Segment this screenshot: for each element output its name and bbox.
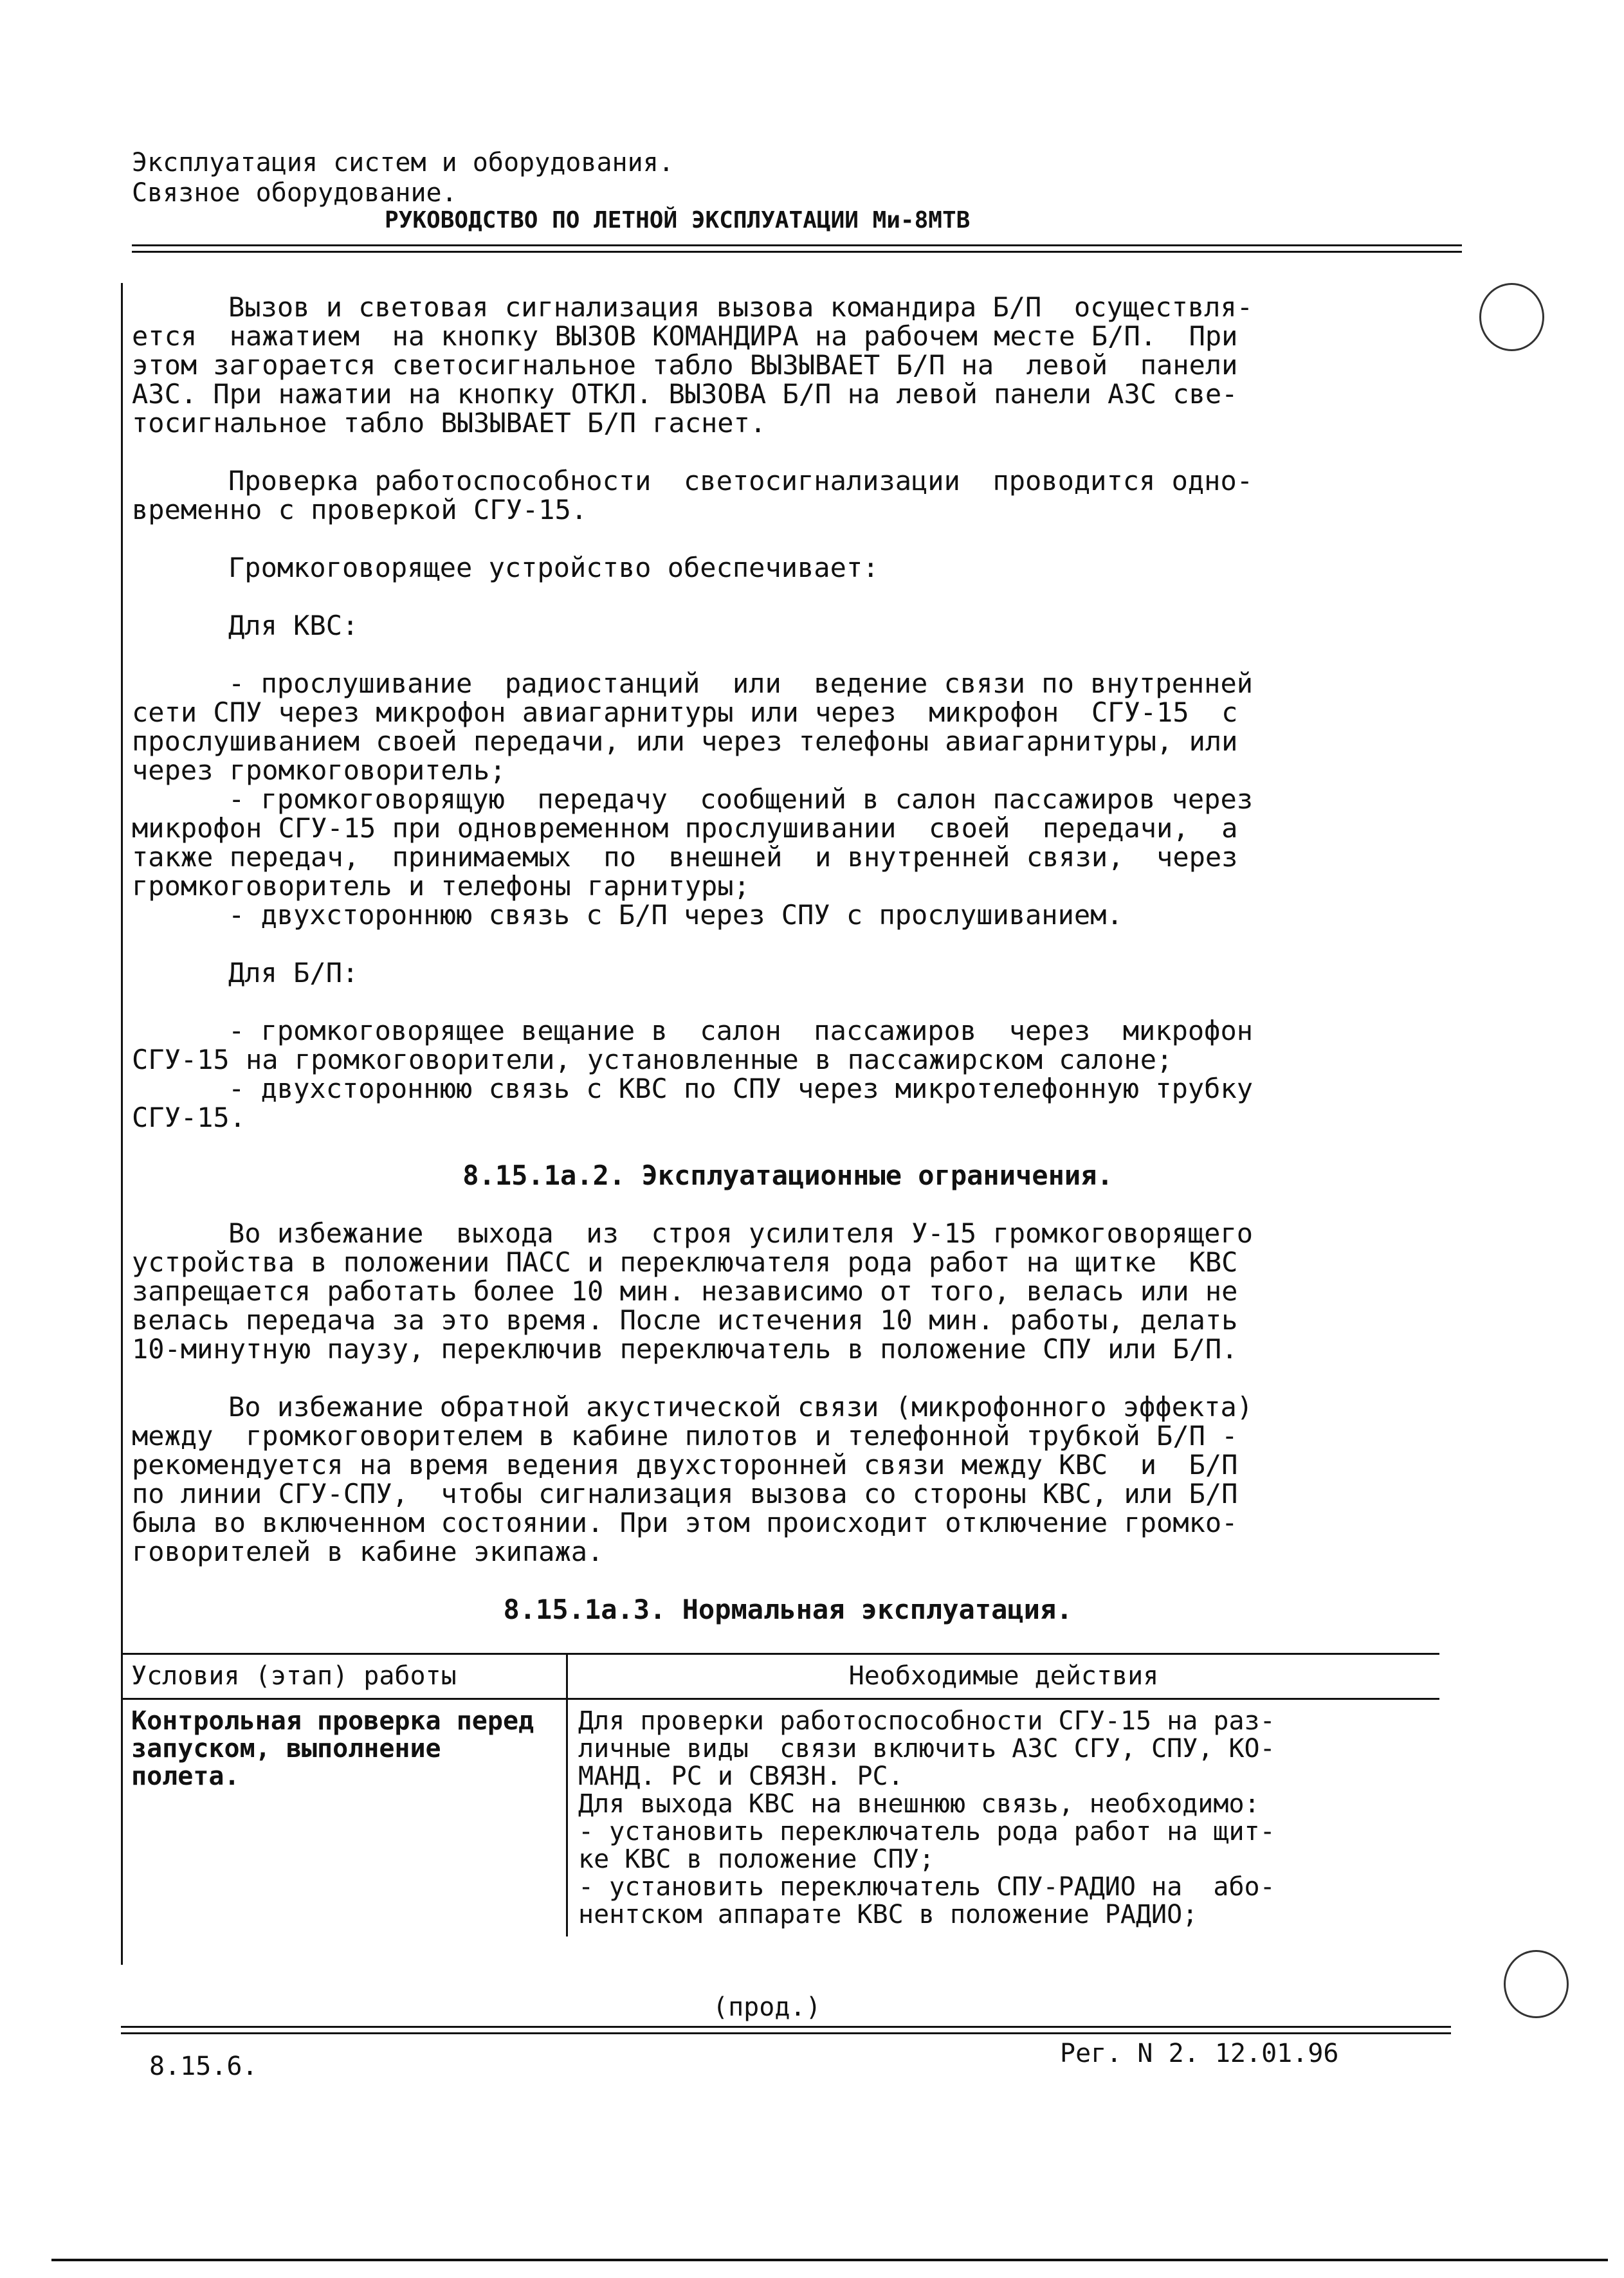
paragraph: Для КВС: [228,610,359,641]
paragraph: Во избежание обратной акустической связи (микрофонного эффекта) между громкоговорителем в кабине пилотов и телефонной трубкой Б/П - рекомендуется на время ведения двухсторонней связи между КВС и Б/П по линии СГУ-СПУ, чтобы сигнализация вызова со стороны КВС, или Б/П была во включенном состоянии. При этом происходит отключение громко- говорителей в кабине экипажа. [132,1391,1254,1567]
table-cell-actions: Для проверки работоспособности СГУ-15 на раз- личные виды связи включить АЗС СГУ, СПУ, КО- МАНД. РС и СВЯЗН. РС. Для выхода КВС на внешнюю связь, необходимо: - установить переключатель рода работ на щит- ке КВС в положение СПУ; - установить переключатель СПУ-РАДИО на або- нентском аппарате КВС в положение РАДИО; [578,1706,1275,1929]
list-item: - громкоговорящее вещание в салон пассажиров через микрофон СГУ-15 на громкоговорители, установленные в пассажирском салоне; [132,1015,1254,1075]
list-item: - двухстороннюю связь с Б/П через СПУ с прослушиванием. [228,899,1123,931]
paragraph: Во избежание выхода из строя усилителя У-15 громкоговорящего устройства в положении ПАСС и переключателя рода работ на щитке КВС запрещается работать более 10 мин. независимо от того, велась или не велась передача за это время. После истечения 10 мин. работы, делать 10-минутную паузу, переключив переключатель в положение СПУ или Б/П. [132,1217,1254,1365]
paragraph: Громкоговорящее устройство обеспечивает: [228,552,879,583]
column-header-conditions: Условия (этап) работы [121,1654,567,1699]
binder-hole-mark [1504,1950,1569,2018]
body-text [132,293,1444,1624]
paragraph: Вызов и световая сигнализация вызова командира Б/П осуществля- ется нажатием на кнопку ВЫЗОВ КОМАНДИРА на рабочем месте Б/П. При этом загорается светосигнальное табло ВЫЗЫВАЕТ Б/П на левой панели АЗС. При нажатии на кнопку ОТКЛ. ВЫЗОВА Б/П на левой панели АЗС све- тосигнальное табло ВЫЗЫВАЕТ Б/П гаснет. [132,291,1254,439]
scan-edge-line [51,2259,1608,2261]
manual-title: РУКОВОДСТВО ПО ЛЕТНОЙ ЭКСПЛУАТАЦИИ Ми-8МТВ [385,207,971,233]
list-item: - прослушивание радиостанций или ведение связи по внутренней сети СПУ через микрофон авиагарнитуры или через микрофон СГУ-15 с прослушиванием своей передачи, или через телефоны авиагарнитуры, или через громкоговоритель; [132,668,1254,786]
table-cell-condition: Контрольная проверка перед запуском, выполнение полета. [121,1699,567,1937]
header-subsection-line: Связное оборудование. [132,178,457,208]
table-header-row [121,1654,1439,1699]
paragraph: Для Б/П: [228,957,359,989]
actions-table [121,1653,1439,1936]
registration-note: Рег. N 2. 12.01.96 [1060,2039,1339,2068]
binder-hole-mark [1479,283,1544,351]
list-item: - громкоговорящую передачу сообщений в салон пассажиров через микрофон СГУ-15 при одновременном прослушивании своей передачи, а также передач, принимаемых по внешней и внутренней связи, через громкоговоритель и телефоны гарнитуры; [132,783,1254,902]
header-rule-top [132,244,1462,246]
table-row [121,1699,1439,1937]
footer-rule-bottom [121,2032,1451,2034]
section-heading: 8.15.1а.2. Эксплуатационные ограничения. [462,1160,1113,1191]
column-header-actions: Необходимые действия [567,1654,1440,1699]
header-rule-bottom [132,251,1462,253]
paragraph: Проверка работоспособности светосигнализации проводится одно- временно с проверкой СГУ-15. [132,465,1254,525]
header-section-line: Эксплуатация систем и оборудования. [132,148,674,178]
section-heading: 8.15.1а.3. Нормальная эксплуатация. [503,1594,1073,1625]
page-number: 8.15.6. [149,2052,258,2081]
footer-rule-top [121,2026,1451,2028]
continued-note: (прод.) [713,1992,821,2022]
list-item: - двухстороннюю связь с КВС по СПУ через микротелефонную трубку СГУ-15. [132,1073,1254,1133]
